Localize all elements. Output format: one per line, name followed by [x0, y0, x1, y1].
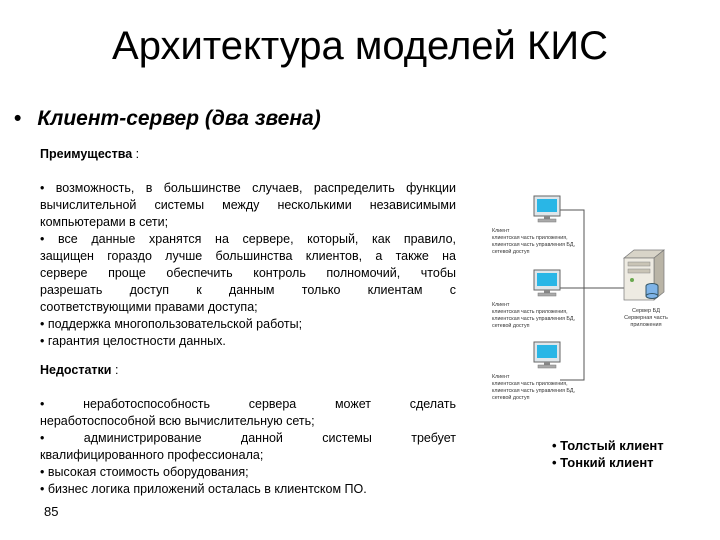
client-computer-icon: [534, 196, 560, 222]
disadvantages-line: неработоспособной всю вычислительную сеть;: [40, 414, 315, 428]
client-computer-icon: [534, 342, 560, 368]
client-label-line: клиентская часть приложения,: [492, 309, 568, 315]
client-type-item: • Тонкий клиент: [552, 455, 654, 470]
main-bullet-text: Клиент-сервер (два звена): [37, 107, 321, 130]
server-label-line: Сервер БД: [632, 308, 660, 314]
slide-number: 85: [44, 504, 59, 519]
client-label-line: Клиент: [492, 302, 510, 308]
disadvantages-line: • администрирование данной системы требует: [40, 431, 456, 445]
slide-title: Архитектура моделей КИС: [112, 24, 608, 68]
advantages-line: сервере проще обеспечить контроль полномочий, чтобы: [40, 266, 456, 280]
client-label-line: Клиент: [492, 228, 510, 234]
client-label-line: сетевой доступ: [492, 249, 530, 255]
client-type-item: • Толстый клиент: [552, 438, 664, 453]
advantages-heading: [40, 146, 456, 163]
advantages-line: разрешать доступ к данным только клиентам с: [40, 283, 456, 297]
client-label-line: клиентская часть управления БД,: [492, 388, 575, 394]
client-server-diagram: [484, 190, 690, 402]
advantages-line: соответствующими правами доступа;: [40, 300, 258, 314]
disadvantages-heading-colon: :: [111, 363, 119, 377]
advantages-heading-text: Преимущества: [40, 147, 133, 161]
bullet-dot: •: [14, 107, 22, 130]
advantages-line: • все данные хранятся на сервере, который, как правило,: [40, 232, 456, 246]
client-label-line: клиентская часть приложения,: [492, 381, 568, 387]
server-label-line: Серверная часть: [624, 315, 668, 321]
client-label-line: сетевой доступ: [492, 323, 530, 329]
client-label-line: клиентская часть приложения,: [492, 235, 568, 241]
client-label-3: [492, 374, 575, 401]
advantages-heading-colon: :: [132, 147, 140, 161]
disadvantages-heading-text: Недостатки: [40, 363, 112, 377]
client-label-1: [492, 228, 575, 255]
disadvantages-heading: [40, 362, 456, 379]
disadvantages-line: • высокая стоимость оборудования;: [40, 465, 249, 479]
client-label-line: Клиент: [492, 374, 510, 380]
disadvantages-line: • бизнес логика приложений осталась в клиентском ПО.: [40, 482, 367, 496]
advantages-line: • гарантия целостности данных.: [40, 334, 226, 348]
advantages-line: компьютерами в сети;: [40, 215, 169, 229]
advantages-line: вычислительной системы между несколькими независимыми: [40, 198, 456, 212]
advantages-line: • возможность, в большинстве случаев, распределить функции: [40, 181, 456, 195]
main-bullet: [14, 107, 321, 131]
disadvantages-line: • неработоспособность сервера может сделать: [40, 397, 456, 411]
client-label-2: [492, 302, 575, 329]
advantages-line: • поддержка многопользовательской работы;: [40, 317, 303, 331]
disadvantages-section: [40, 362, 456, 498]
database-server-icon: [624, 250, 664, 300]
client-types-list: [552, 437, 664, 471]
client-label-line: сетевой доступ: [492, 395, 530, 401]
server-label: [624, 308, 668, 328]
client-computer-icon: [534, 270, 560, 296]
advantages-line: защищен гораздо лучше большинства клиентов, а также на: [40, 249, 456, 263]
client-label-line: клиентская часть управления БД,: [492, 316, 575, 322]
client-label-line: клиентская часть управления БД,: [492, 242, 575, 248]
advantages-section: [40, 146, 456, 350]
server-label-line: приложения: [630, 322, 662, 328]
network-lines: [560, 210, 624, 380]
disadvantages-line: квалифицированного профессионала;: [40, 448, 264, 462]
